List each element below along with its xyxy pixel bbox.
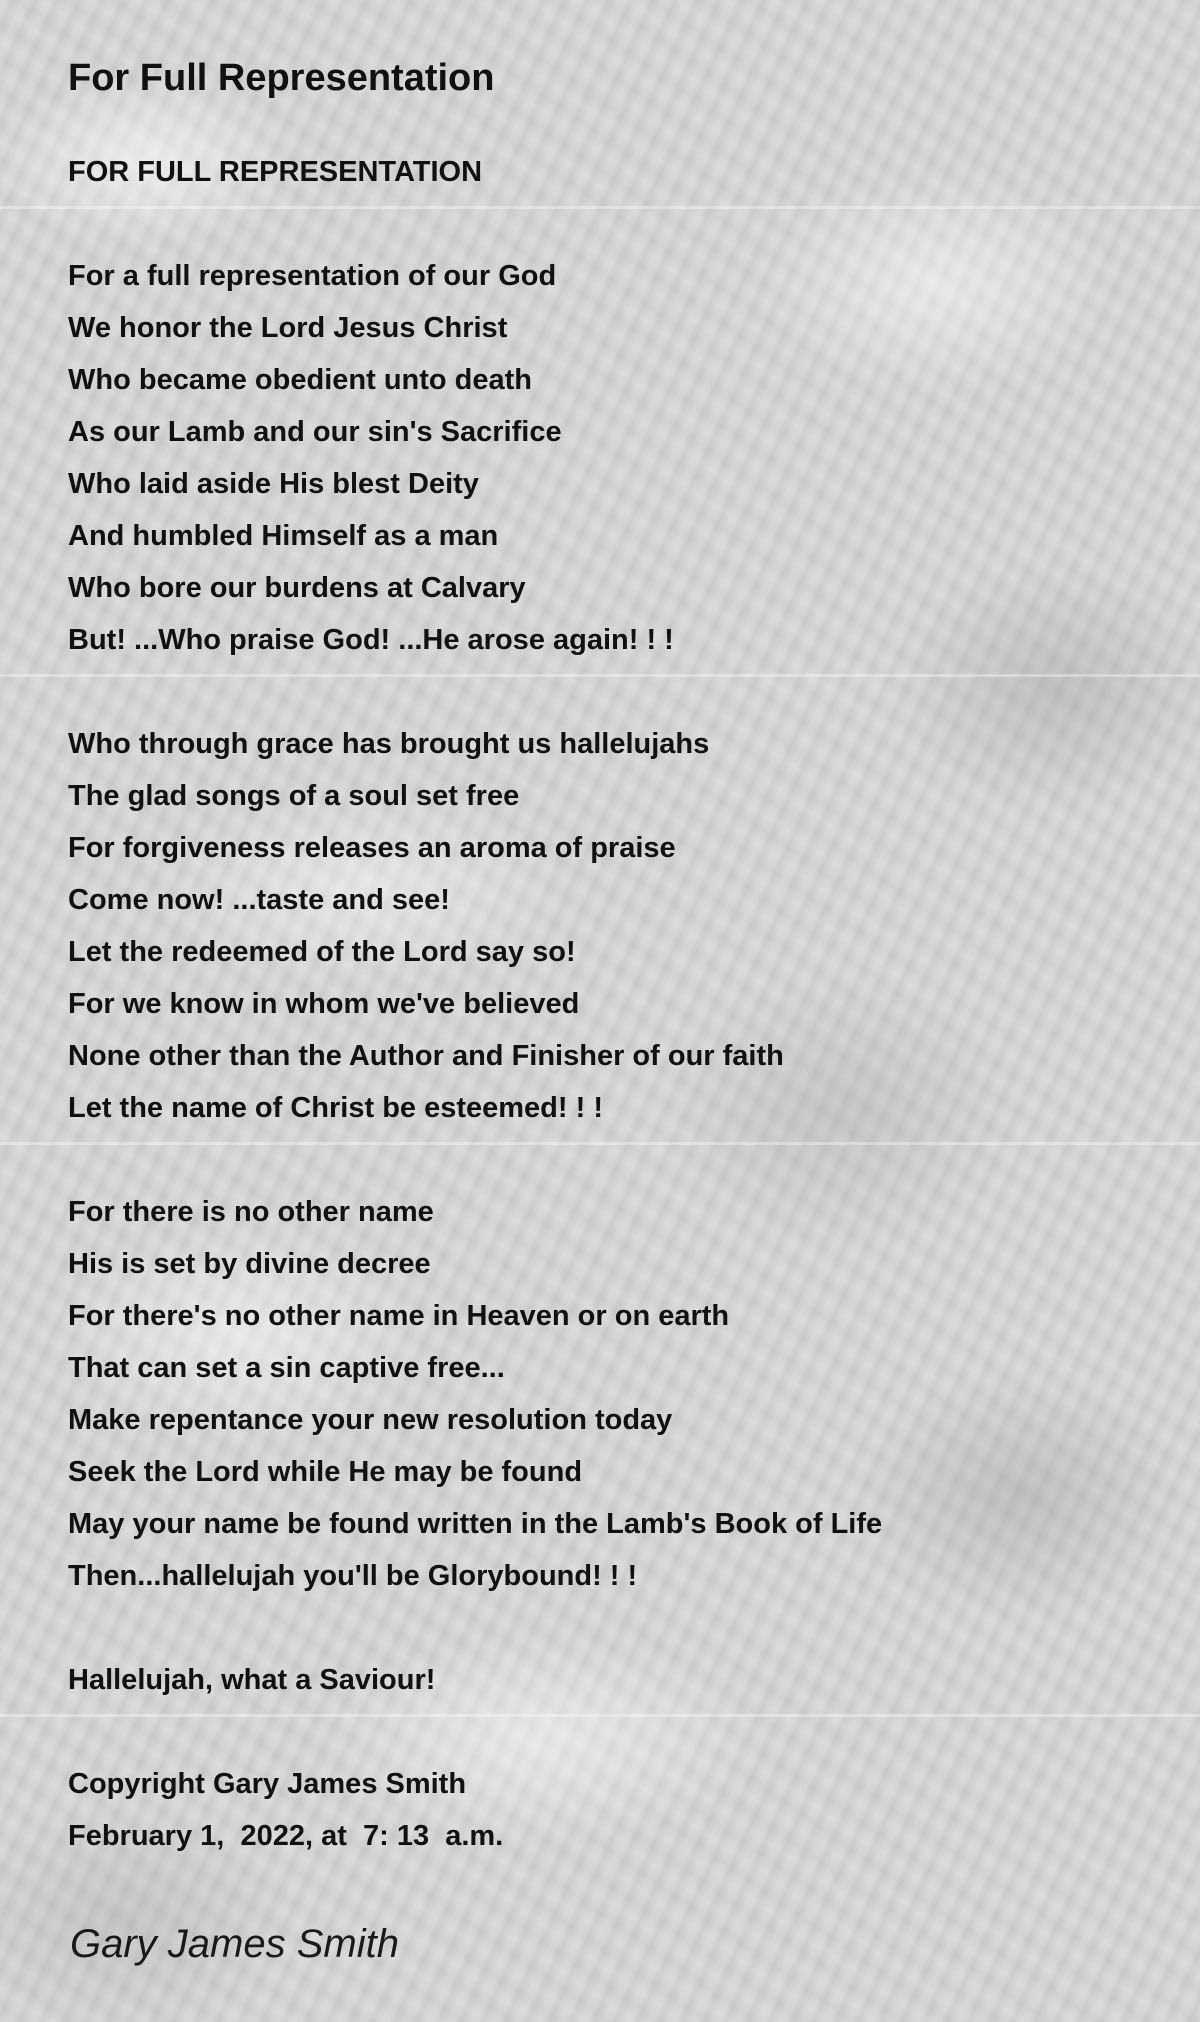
poem-line: For a full representation of our God [68, 260, 557, 292]
poem-title: For Full Representation [68, 57, 495, 99]
copyright-line: Copyright Gary James Smith [68, 1768, 467, 1800]
poem-line: May your name be found written in the Lamb's Book of Life [68, 1508, 883, 1540]
poem-line: Let the redeemed of the Lord say so! [68, 936, 576, 968]
poem-line: Who became obedient unto death [68, 364, 533, 396]
poem-line: Who laid aside His blest Deity [68, 468, 479, 500]
poem-line: Seek the Lord while He may be found [68, 1456, 583, 1488]
poem-line: Come now! ...taste and see! [68, 884, 450, 916]
poem-line: The glad songs of a soul set free [68, 780, 520, 812]
stanza-3 [68, 1186, 1168, 1602]
poem-line: For there is no other name [68, 1196, 434, 1228]
poem-line: Then...hallelujah you'll be Glorybound! ! ! [68, 1560, 638, 1592]
poem-line: Who through grace has brought us hallelujahs [68, 728, 710, 760]
poem-line: We honor the Lord Jesus Christ [68, 312, 508, 344]
poem-line: That can set a sin captive free... [68, 1352, 505, 1384]
author-signature: Gary James Smith [70, 1922, 399, 1966]
poem-heading: FOR FULL REPRESENTATION [68, 156, 483, 188]
stanza-closing [68, 1654, 1168, 1706]
poem-line: Who bore our burdens at Calvary [68, 572, 526, 604]
poem-line: Hallelujah, what a Saviour! [68, 1664, 436, 1696]
poem-line: And humbled Himself as a man [68, 520, 499, 552]
poem-line: But! ...Who praise God! ...He arose again! ! ! [68, 624, 674, 656]
poem-container [68, 50, 1168, 1862]
poem-line: Make repentance your new resolution today [68, 1404, 673, 1436]
poem-line: As our Lamb and our sin's Sacrifice [68, 416, 562, 448]
stanza-1 [68, 250, 1168, 666]
date-line: February 1, 2022, at 7: 13 a.m. [68, 1820, 504, 1852]
poem-line: Let the name of Christ be esteemed! ! ! [68, 1092, 603, 1124]
poem-line: None other than the Author and Finisher of our faith [68, 1040, 784, 1072]
poem-line: For there's no other name in Heaven or on earth [68, 1300, 730, 1332]
copyright-block [68, 1758, 1168, 1862]
poem-line: For forgiveness releases an aroma of praise [68, 832, 676, 864]
poem-line: For we know in whom we've believed [68, 988, 580, 1020]
stanza-2 [68, 718, 1168, 1134]
poem-line: His is set by divine decree [68, 1248, 431, 1280]
